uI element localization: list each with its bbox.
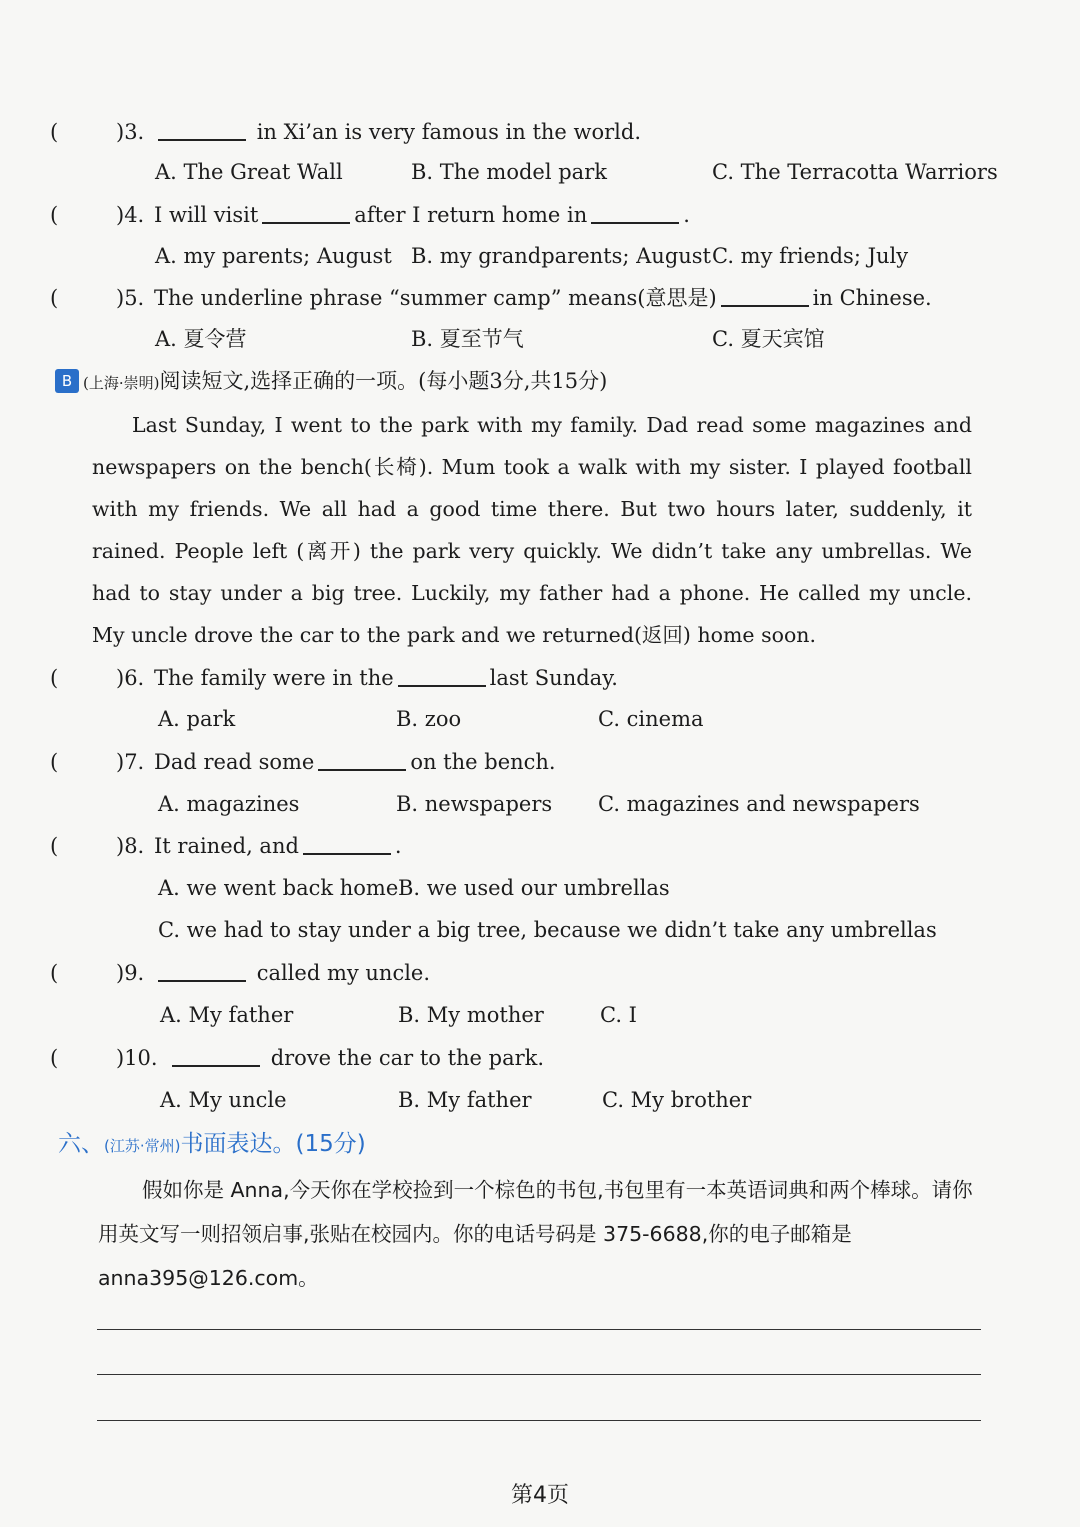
question-text-end: on the bench. [410, 750, 556, 774]
question-7 [50, 744, 1010, 780]
answer-paren: ( [50, 666, 59, 690]
option-a: A. The Great Wall [155, 160, 343, 184]
section-source: (上海·崇明) [83, 374, 160, 392]
writing-line[interactable] [97, 1329, 981, 1330]
section-six-source: (江苏·常州) [104, 1137, 181, 1155]
answer-blank[interactable] [591, 200, 679, 224]
options-8-c [158, 913, 1080, 947]
section-instruction: 阅读短文,选择正确的一项。(每小题3分,共15分) [159, 369, 608, 393]
reading-passage [92, 404, 972, 656]
option-b: B. My mother [398, 1003, 544, 1027]
question-text: Dad read some [154, 750, 315, 774]
section-b-badge: B [55, 369, 79, 393]
section-six-prefix: 六、 [58, 1131, 104, 1157]
question-text: called my uncle. [256, 961, 431, 985]
option-c: C. 夏天宾馆 [712, 327, 825, 351]
page-number: 第4页 [511, 1483, 569, 1508]
answer-blank[interactable] [158, 958, 246, 982]
options-7 [158, 787, 1080, 821]
question-text: drove the car to the park. [270, 1046, 545, 1070]
question-9 [50, 955, 1010, 991]
writing-prompt-text: 假如你是 Anna,今天你在学校捡到一个棕色的书包,书包里有一本英语词典和两个棒球。请你用英文写一则招领启事,张贴在校园内。你的电话号码是 375-6688,你的电子邮箱是 anna395@126.com。 [98, 1178, 973, 1290]
question-10 [50, 1040, 1010, 1076]
question-text-end: . [683, 203, 690, 227]
question-text: The family were in the [154, 666, 394, 690]
option-a: A. My father [160, 1003, 294, 1027]
question-text: It rained, and [154, 834, 299, 858]
answer-paren: ( [50, 1046, 59, 1070]
option-c: C. we had to stay under a big tree, because we didn’t take any umbrellas [158, 918, 937, 942]
options-8 [158, 871, 1080, 905]
question-text-mid: after I return home in [354, 203, 588, 227]
question-6 [50, 660, 1010, 696]
question-text-end: in Chinese. [812, 286, 932, 310]
option-b: B. The model park [411, 160, 607, 184]
passage-text: Last Sunday, I went to the park with my family. Dad read some magazines and newspapers on the bench(长椅). Mum took a walk with my sister. I played football with my friends. We all had a good time there. But two hours later, suddenly, it rained. People left (离开) the park very quickly. We didn’t take any umbrellas. We had to stay under a big tree. Luckily, my father had a phone. He called my uncle. My uncle drove the car to the park and we returned(返回) home soon. [92, 413, 972, 647]
question-number: )10. [116, 1046, 158, 1070]
option-a: A. 夏令营 [155, 327, 247, 351]
section-b-heading [55, 364, 607, 400]
option-b: B. 夏至节气 [411, 327, 524, 351]
options-5 [155, 322, 1080, 356]
option-c: C. my friends; July [712, 244, 909, 268]
answer-blank[interactable] [172, 1043, 260, 1067]
question-number: )8. [116, 834, 145, 858]
option-b: B. newspapers [396, 792, 553, 816]
question-text: I will visit [154, 203, 259, 227]
question-number: )4. [116, 203, 145, 227]
question-text: The underline phrase “summer camp” means(意思是) [154, 286, 717, 310]
option-c: C. I [600, 1003, 637, 1027]
option-c: C. magazines and newspapers [598, 792, 920, 816]
option-c: C. cinema [598, 707, 704, 731]
question-4 [50, 197, 1010, 233]
answer-paren: ( [50, 750, 59, 774]
answer-paren: ( [50, 286, 59, 310]
question-text-end: . [394, 834, 402, 858]
question-8 [50, 828, 1010, 864]
question-number: )5. [116, 286, 145, 310]
options-4 [155, 239, 1080, 273]
section-six-title: 书面表达。(15分) [180, 1131, 366, 1157]
answer-paren: ( [50, 961, 59, 985]
answer-paren: ( [50, 203, 59, 227]
answer-blank[interactable] [318, 747, 406, 771]
option-c: C. My brother [602, 1088, 752, 1112]
answer-blank[interactable] [398, 663, 486, 687]
answer-paren: ( [50, 120, 59, 144]
option-a: A. park [158, 707, 236, 731]
question-3 [50, 114, 1010, 150]
option-b: B. we used our umbrellas [398, 876, 670, 900]
answer-blank[interactable] [262, 200, 350, 224]
question-number: )7. [116, 750, 145, 774]
question-number: )6. [116, 666, 145, 690]
option-b: B. my grandparents; August [411, 244, 711, 268]
writing-line[interactable] [97, 1420, 981, 1421]
question-number: )3. [116, 120, 145, 144]
writing-prompt [98, 1168, 978, 1300]
writing-line[interactable] [97, 1374, 981, 1375]
option-a: A. we went back home [158, 876, 399, 900]
question-5 [50, 280, 1010, 316]
option-c: C. The Terracotta Warriors [712, 160, 998, 184]
question-text: in Xi’an is very famous in the world. [256, 120, 642, 144]
option-b: B. My father [398, 1088, 532, 1112]
section-six-heading [58, 1126, 366, 1164]
options-10 [160, 1083, 1080, 1117]
options-6 [158, 702, 1080, 736]
options-3 [155, 155, 1080, 189]
question-text-end: last Sunday. [489, 666, 618, 690]
option-a: A. My uncle [160, 1088, 287, 1112]
option-a: A. magazines [158, 792, 300, 816]
answer-blank[interactable] [303, 831, 391, 855]
options-9 [160, 998, 1080, 1032]
question-number: )9. [116, 961, 145, 985]
answer-blank[interactable] [721, 283, 809, 307]
option-b: B. zoo [396, 707, 462, 731]
answer-paren: ( [50, 834, 59, 858]
option-a: A. my parents; August [155, 244, 392, 268]
answer-blank[interactable] [158, 117, 246, 141]
